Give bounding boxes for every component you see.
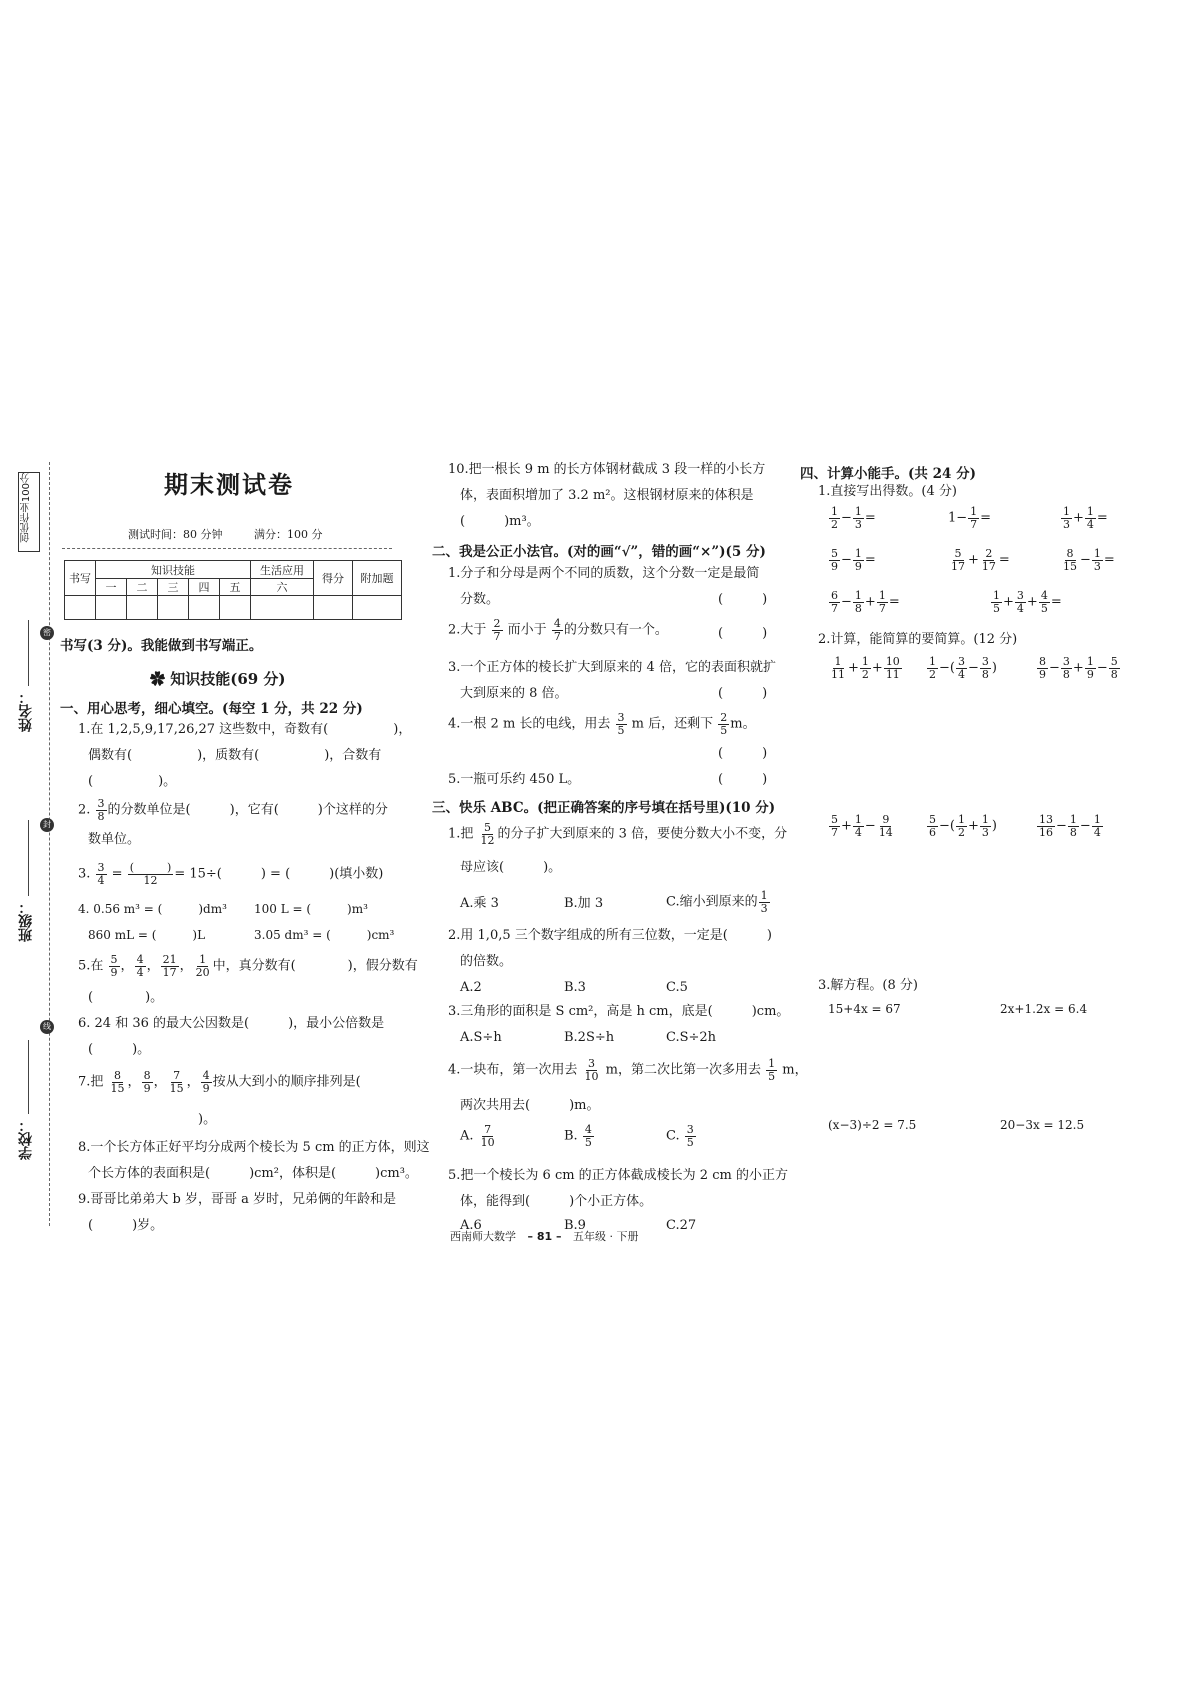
header-rule [62,548,392,549]
j5-line: 5.一瓶可乐约 450 L。 [448,772,581,787]
q6-line2: ( )。 [88,1042,151,1057]
fraction: $\frac{1}{3}$ [1063,505,1070,531]
equation-1: 15+4x = 67 [828,1002,901,1016]
calc-11: $\frac{8}{9}$ − $\frac{3}{8}$ + $\frac{1}{9}$ − $\frac{5}{8}$ [1039,655,1118,681]
score-sub-5: 五 [220,579,251,596]
fraction: $\frac{6}{7}$ [831,589,838,615]
q4-c: 860 mL = ( )L [88,928,206,942]
score-cell[interactable] [189,596,220,620]
page-number: – 81 – [527,1230,562,1243]
s3-heading: 三、快乐 ABC。(把正确答案的序号填在括号里)(10 分) [432,800,776,816]
j3-answer[interactable]: ( ) [718,686,768,701]
calc-8: $\frac{1}{5}$ + $\frac{3}{4}$ + $\frac{4}{5}$ = [993,589,1062,615]
c1-line1: 1.把 $\frac{5}{12}$ 的分子扩大到原来的 3 倍，要使分数大小不变，分 [448,821,788,847]
j4-text: m。 [730,716,756,732]
score-head-life: 生活应用 [251,561,314,579]
s1-heading: 一、用心思考，细心填空。(每空 1 分，共 22 分) [60,701,363,717]
c1-opt-b[interactable]: B.加 3 [564,896,604,911]
fraction: $\frac{10}{11}$ [885,655,900,681]
fraction: $\frac{5}{7}$ [831,813,838,839]
fraction: $\frac{1}{20}$ [195,953,210,979]
score-sub-6: 六 [251,579,314,596]
fraction: $\frac{3}{8}$ [981,655,989,681]
brand-text: 创优作业100分 [21,473,32,543]
fraction: $\frac{4}{9}$ [202,1069,210,1095]
fraction: $\frac{3}{4}$ [1016,589,1024,615]
score-cell[interactable] [251,596,314,620]
fraction: $\frac{8}{15}$ [110,1069,125,1095]
c3-opt-b[interactable]: B.2S÷h [564,1030,615,1045]
calc-13: $\frac{5}{6}$ −( $\frac{1}{2}$ + $\frac{1}{3}$ ) [929,813,997,839]
calc-5: $\frac{5}{17}$ + $\frac{2}{17}$ = [951,547,1010,573]
fraction: $\frac{1}{4}$ [1086,505,1094,531]
calc-10: $\frac{1}{2}$ −( $\frac{3}{4}$ − $\frac{3}{8}$ ) [929,655,997,681]
c1-opt-a[interactable]: A.乘 3 [460,896,499,911]
q5-text: 中，真分数有( )，假分数有 [212,958,418,974]
j4-answer[interactable]: ( ) [718,746,768,761]
j1-answer[interactable]: ( ) [718,592,768,607]
c2-opt-a[interactable]: A.2 [460,980,482,995]
fraction: $\frac{1}{2}$ [831,505,838,531]
fraction: $\frac{3}{4}$ [957,655,965,681]
fraction: $\frac{8}{9}$ [1039,655,1046,681]
fraction: $\frac{4}{5}$ [584,1123,592,1149]
school-label: 学校： [18,1118,34,1160]
footer-publisher: 西南师大数学 [450,1230,516,1243]
seal-feng: 封 [40,818,54,832]
q10-line1: 10.把一根长 9 m 的长方体钢材截成 3 段一样的小长方 [448,462,766,477]
fraction: $\frac{1}{9}$ [1086,655,1094,681]
equation-3: (x−3)÷2 = 7.5 [828,1118,917,1132]
fraction: $\frac{5}{17}$ [951,547,965,573]
fraction: $\frac{( )}{12}$ [129,861,172,887]
calc-6: $\frac{8}{15}$ − $\frac{1}{3}$ = [1063,547,1115,573]
equation-2: 2x+1.2x = 6.4 [1000,1002,1088,1016]
fraction: $\frac{1}{3}$ [981,813,989,839]
c5-opt-c[interactable]: C.27 [666,1218,697,1233]
c4-line2: 两次共用去( )m。 [460,1098,600,1113]
j1-line1: 1.分子和分母是两个不同的质数，这个分数一定是最简 [448,566,760,581]
page-footer [450,1228,638,1244]
calc-1: $\frac{1}{2}$ − $\frac{1}{3}$ = [831,505,876,531]
c4-opt-a[interactable]: A. $\frac{7}{10}$ [460,1123,495,1149]
fraction: $\frac{1}{8}$ [854,589,862,615]
c1-opt-c[interactable] [666,890,771,914]
score-sub-2: 二 [127,579,158,596]
binding-line [49,462,50,1226]
fraction: $\frac{8}{15}$ [1063,547,1077,573]
seal-mi: 密 [40,626,54,640]
fraction: $\frac{3}{5}$ [617,711,625,737]
fraction: $\frac{1}{7}$ [970,505,978,531]
j4-line: 4.一根 2 m 长的电线，用去 $\frac{3}{5}$ m 后，还剩下 $\frac{2}{5}$ m。 [448,711,756,737]
q5-line2: ( )。 [88,990,164,1005]
fraction: $\frac{3}{8}$ [1062,655,1070,681]
fraction: $\frac{3}{10}$ [584,1057,599,1083]
score-cell[interactable] [127,596,158,620]
fraction: $\frac{13}{16}$ [1039,813,1053,839]
writing-note: 书写(3 分)。我能做到书写端正。 [60,638,263,654]
fraction: $\frac{1}{5}$ [993,589,1000,615]
q7-text: 按从大到小的顺序排列是( [212,1074,361,1090]
class-line[interactable] [28,820,29,896]
school-line[interactable] [28,1040,29,1114]
fraction: $\frac{4}{4}$ [136,953,144,979]
fraction: $\frac{1}{4}$ [1093,813,1101,839]
calc-7: $\frac{6}{7}$ − $\frac{1}{8}$ + $\frac{1}{7}$ = [831,589,900,615]
q8-line2: 个长方体的表面积是( )cm²，体积是( )cm³。 [88,1166,418,1181]
score-sub-3: 三 [158,579,189,596]
fraction: $\frac{2}{17}$ [981,547,996,573]
c1-opt-c-text: C.缩小到原来的 [666,894,758,910]
brand-box [18,472,40,552]
fraction: $\frac{5}{12}$ [480,821,495,847]
calc-9: $\frac{1}{11}$ + $\frac{1}{2}$ + $\frac{10}{11}$ [831,655,900,681]
q1-line3: ( )。 [88,774,177,789]
q4-d: 3.05 dm³ = ( )cm³ [254,928,395,942]
q2-line1: 2. $\frac{3}{8}$ 的分数单位是( )，它有( )个这样的分 [78,797,388,823]
score-table [64,560,402,620]
q9-line2: ( )岁。 [88,1218,164,1233]
fraction: $\frac{1}{11}$ [831,655,845,681]
fraction: $\frac{5}{9}$ [110,953,118,979]
fraction: $\frac{4}{7}$ [553,617,561,643]
section-title: ✿ 知识技能(69 分) [150,670,286,688]
calc-14: $\frac{13}{16}$ − $\frac{1}{8}$ − $\frac{1}{4}$ [1039,813,1101,839]
score-cell[interactable] [353,596,402,620]
score-cell[interactable] [158,596,189,620]
fraction: $\frac{1}{4}$ [854,813,862,839]
c2-line2: 的倍数。 [460,954,513,969]
j1-line2: 分数。 [460,592,500,607]
fraction: $\frac{1}{2}$ [957,813,965,839]
page-title: 期末测试卷 [164,471,294,499]
s4-heading: 四、计算小能手。(共 24 分) [800,466,976,482]
sub1-heading: 1.直接写出得数。(4 分) [818,484,957,499]
c3-opt-c[interactable]: C.S÷2h [666,1030,717,1045]
fraction: $\frac{3}{5}$ [686,1123,694,1149]
fraction: $\frac{8}{9}$ [143,1069,151,1095]
fraction: $\frac{2}{7}$ [493,617,501,643]
c4-opt-b[interactable]: B. $\frac{4}{5}$ [564,1123,592,1149]
q2-text: 的分数单位是( )，它有( )个这样的分 [107,802,388,818]
score-head-knowledge: 知识技能 [96,561,251,579]
q9-line1: 9.哥哥比弟弟大 b 岁，哥哥 a 岁时，兄弟俩的年龄和是 [78,1192,397,1207]
test-time: 测试时间：80 分钟 [128,528,223,541]
fraction: $\frac{1}{3}$ [760,889,768,915]
score-cell[interactable] [314,596,353,620]
score-head-writing: 书写 [65,561,96,596]
c2-opt-c[interactable]: C.5 [666,980,688,995]
fraction: $\frac{5}{8}$ [1110,655,1118,681]
q10-line3: ( )m³。 [460,514,540,529]
c5-line2: 体，能得到( )个小正方体。 [460,1194,653,1209]
fraction: $\frac{1}{8}$ [1069,813,1077,839]
score-head-bonus: 附加题 [353,561,402,596]
seal-xian: 线 [40,1020,54,1034]
c5-opt-b[interactable]: B.9 [564,1218,586,1233]
equation-4: 20−3x = 12.5 [1000,1118,1085,1132]
fraction: $\frac{1}{5}$ [768,1057,776,1083]
fraction: $\frac{3}{4}$ [97,861,105,887]
q7-line2: )。 [198,1112,217,1127]
calc-2: 1− $\frac{1}{7}$ = [948,505,992,531]
fraction: $\frac{7}{10}$ [480,1123,495,1149]
calc-12: $\frac{5}{7}$ + $\frac{1}{4}$ − $\frac{9}{14}$ [831,813,893,839]
fraction: $\frac{1}{9}$ [854,547,862,573]
c4-line1: 4.一块布，第一次用去 $\frac{3}{10}$ m，第二次比第一次多用去 $\frac{1}{5}$ m， [448,1057,808,1083]
q2-line2: 数单位。 [88,832,141,847]
name-line[interactable] [28,620,29,686]
q6-line1: 6. 24 和 36 的最大公因数是( )，最小公倍数是 [78,1016,385,1031]
q3-text: = 15÷( ) = ( )(填小数) [174,866,384,882]
sub3-heading: 3.解方程。(8 分) [818,978,918,993]
q4-b: 100 L = ( )m³ [254,902,368,916]
fraction: $\frac{1}{2}$ [861,655,869,681]
sub2-heading: 2.计算，能简算的要简算。(12 分) [818,632,1018,647]
j3-line2: 大到原来的 8 倍。 [460,686,568,701]
fraction: $\frac{1}{3}$ [1093,547,1101,573]
s2-heading: 二、我是公正小法官。(对的画“√”，错的画“×”)(5 分) [432,544,766,560]
fraction: $\frac{7}{15}$ [169,1069,184,1095]
calc-4: $\frac{5}{9}$ − $\frac{1}{9}$ = [831,547,876,573]
q5-line1: 5.在 $\frac{5}{9}$ ， $\frac{4}{4}$ ， $\frac{21}{17}$ ， $\frac{1}{20}$ 中，真分数有( )，假分数有 [78,953,418,979]
q10-line2: 体，表面积增加了 3.2 m²。这根钢材原来的体积是 [460,488,754,503]
q7-line1: 7.把 $\frac{8}{15}$ ， $\frac{8}{9}$ ， $\frac{7}{15}$ ， $\frac{4}{9}$ 按从大到小的顺序排列是( [78,1069,361,1095]
c2-line1: 2.用 1,0,5 三个数字组成的所有三位数，一定是( ) [448,928,772,943]
class-label: 班级： [18,900,34,942]
q1-line1: 1.在 1,2,5,9,17,26,27 这些数中，奇数有( )， [78,722,412,737]
fraction: $\frac{5}{9}$ [831,547,838,573]
score-sub-4: 四 [189,579,220,596]
fraction: $\frac{3}{8}$ [97,797,105,823]
c2-opt-b[interactable]: B.3 [564,980,586,995]
name-label: 姓名： [18,690,34,732]
q1-line2: 偶数有( )，质数有( )，合数有 [88,748,382,763]
c1-text: 的分子扩大到原来的 3 倍，要使分数大小不变，分 [497,826,788,842]
fraction: $\frac{9}{14}$ [878,813,893,839]
j5-answer[interactable]: ( ) [718,772,768,787]
q8-line1: 8.一个长方体正好平均分成两个棱长为 5 cm 的正方体，则这 [78,1140,430,1155]
j2-answer[interactable]: ( ) [718,626,768,641]
q4-a: 4. 0.56 m³ = ( )dm³ [78,902,227,916]
c1-line2: 母应该( )。 [460,860,562,875]
fraction: $\frac{5}{6}$ [929,813,936,839]
q3-line: 3. $\frac{3}{4}$ = $\frac{( )}{12}$ = 15÷( ) = ( )(填小数) [78,861,384,887]
c3-opt-a[interactable]: A.S÷h [460,1030,502,1045]
fraction: $\frac{1}{7}$ [878,589,886,615]
c4-opt-c[interactable]: C. $\frac{3}{5}$ [666,1123,694,1149]
c3-line: 3.三角形的面积是 S cm²，高是 h cm，底是( )cm。 [448,1004,790,1019]
j2-line: 2.大于 $\frac{2}{7}$ 而小于 $\frac{4}{7}$ 的分数只有一个。 [448,617,668,643]
c5-line1: 5.把一个棱长为 6 cm 的正方体截成棱长为 2 cm 的小正方 [448,1168,788,1183]
fraction: $\frac{21}{17}$ [162,953,177,979]
footer-grade: 五年级 · 下册 [572,1230,639,1243]
score-cell[interactable] [65,596,96,620]
full-score: 满分：100 分 [254,528,323,541]
j3-line1: 3.一个正方体的棱长扩大到原来的 4 倍，它的表面积就扩 [448,660,776,675]
fraction: $\frac{1}{3}$ [854,505,862,531]
score-cell[interactable] [220,596,251,620]
score-head-total: 得分 [314,561,353,596]
fraction: $\frac{1}{2}$ [929,655,936,681]
c5-opt-a[interactable]: A.6 [460,1218,482,1233]
score-sub-1: 一 [96,579,127,596]
calc-3: $\frac{1}{3}$ + $\frac{1}{4}$ = [1063,505,1108,531]
fraction: $\frac{4}{5}$ [1040,589,1048,615]
fraction: $\frac{2}{5}$ [720,711,728,737]
j2-text: 的分数只有一个。 [563,622,668,638]
score-cell[interactable] [96,596,127,620]
